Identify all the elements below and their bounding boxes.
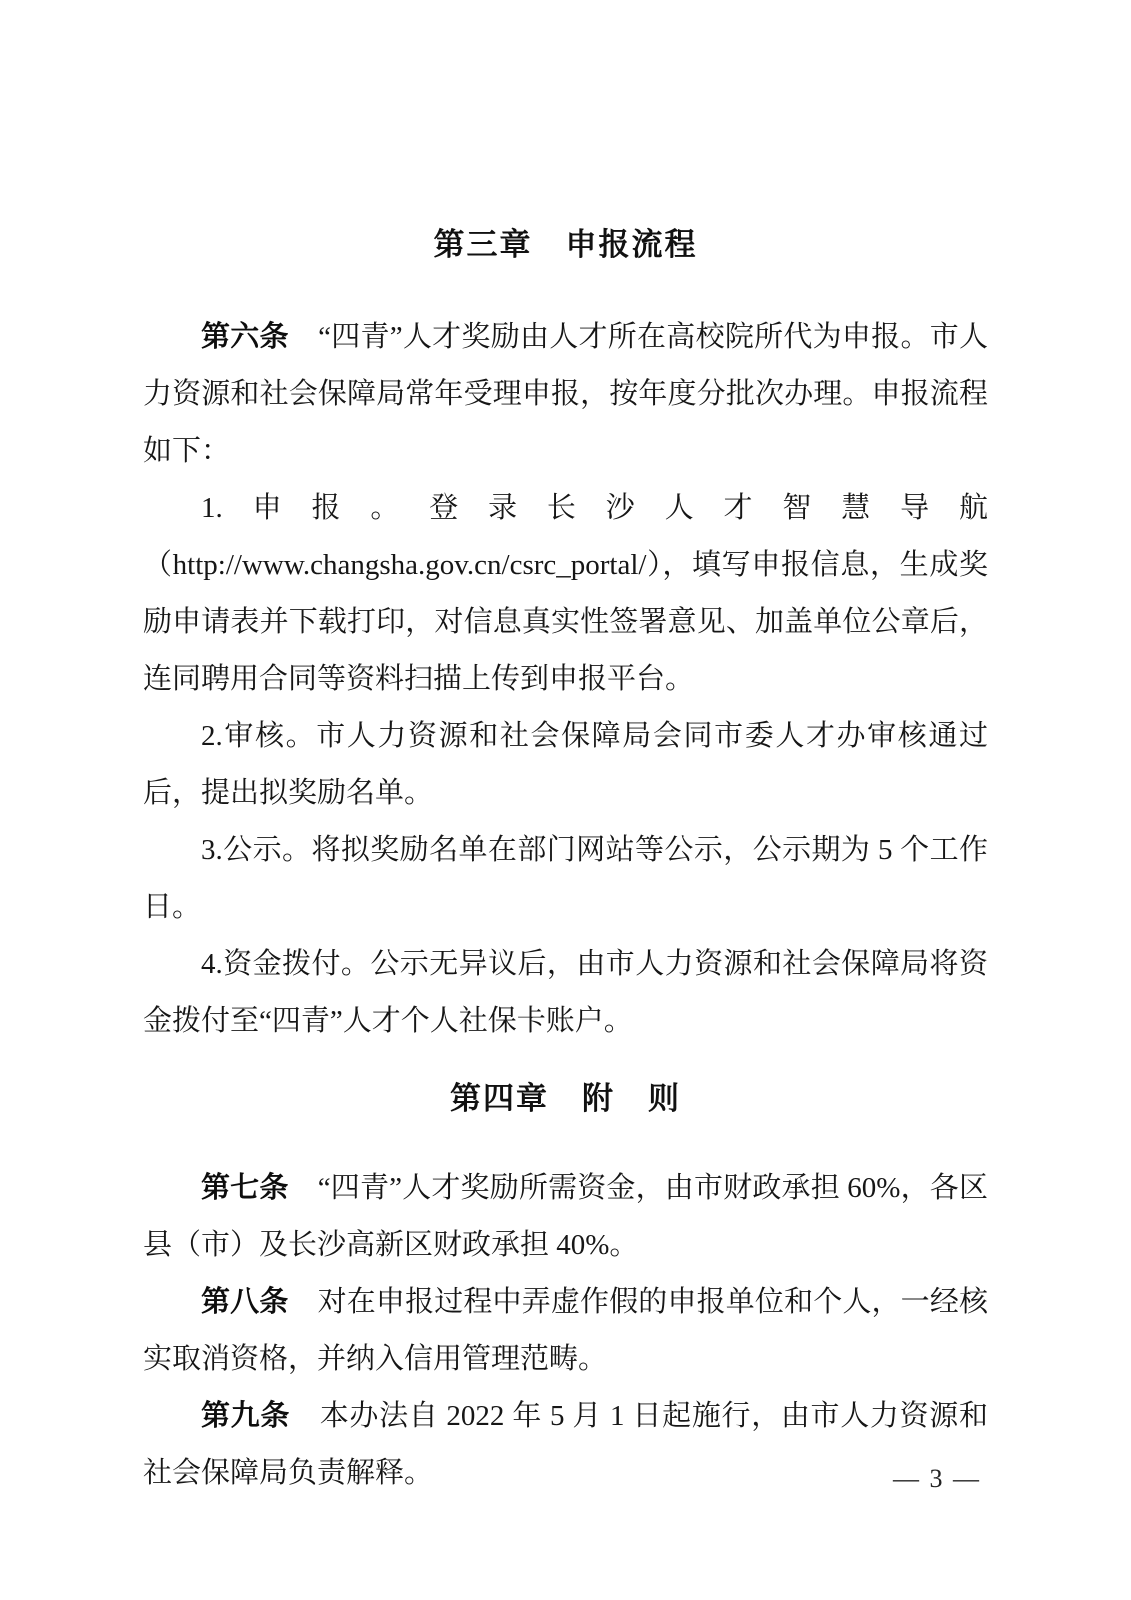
paragraph-article-6 <box>143 309 988 480</box>
article-9-text: 本办法自 2022 年 5 月 1 日起施行，由市人力资源和社会保障局负责解释。 <box>143 1400 988 1489</box>
article-7-label: 第七条 <box>201 1172 289 1204</box>
chapter4-body <box>143 1160 988 1502</box>
page-footer <box>893 1466 981 1492</box>
article-8-text: 对在申报过程中弄虚作假的申报单位和个人，一经核实取消资格，并纳入信用管理范畴。 <box>143 1286 988 1375</box>
paragraph-article-7 <box>143 1160 988 1274</box>
step-3-text: 3.公示。将拟奖励名单在部门网站等公示，公示期为 5 个工作日。 <box>143 834 988 923</box>
paragraph-step-1-apply <box>143 480 988 708</box>
paragraph-article-9 <box>143 1388 988 1502</box>
chapter3-body <box>143 309 988 1050</box>
chapter3-title: 第三章 申报流程 <box>433 227 698 262</box>
paragraph-step-2-review <box>143 708 988 822</box>
paragraph-step-4-funding <box>143 936 988 1050</box>
article-7-text: “四青”人才奖励所需资金，由市财政承担 60%，各区县（市）及长沙高新区财政承担 40%。 <box>143 1172 988 1261</box>
article-9-label: 第九条 <box>201 1400 291 1432</box>
step-1-text: 1.申报。登录长沙人才智慧导航（http://www.changsha.gov.cn/csrc_portal/），填写申报信息，生成奖励申请表并下载打印，对信息真实性签署意见、加盖单位公章后，连同聘用合同等资料扫描上传到申报平台。 <box>143 492 988 695</box>
article-8-label: 第八条 <box>201 1286 289 1318</box>
paragraph-step-3-publicity <box>143 822 988 936</box>
article-6-label: 第六条 <box>201 321 289 353</box>
page-number: — 3 — <box>893 1464 981 1493</box>
chapter4-title: 第四章 附 则 <box>450 1081 681 1116</box>
article-6-text: “四青”人才奖励由人才所在高校院所代为申报。市人力资源和社会保障局常年受理申报，按年度分批次办理。申报流程如下： <box>143 321 988 467</box>
step-4-text: 4.资金拨付。公示无异议后，由市人力资源和社会保障局将资金拨付至“四青”人才个人社保卡账户。 <box>143 948 988 1037</box>
step-2-text: 2.审核。市人力资源和社会保障局会同市委人才办审核通过后，提出拟奖励名单。 <box>143 720 988 809</box>
paragraph-article-8 <box>143 1274 988 1388</box>
